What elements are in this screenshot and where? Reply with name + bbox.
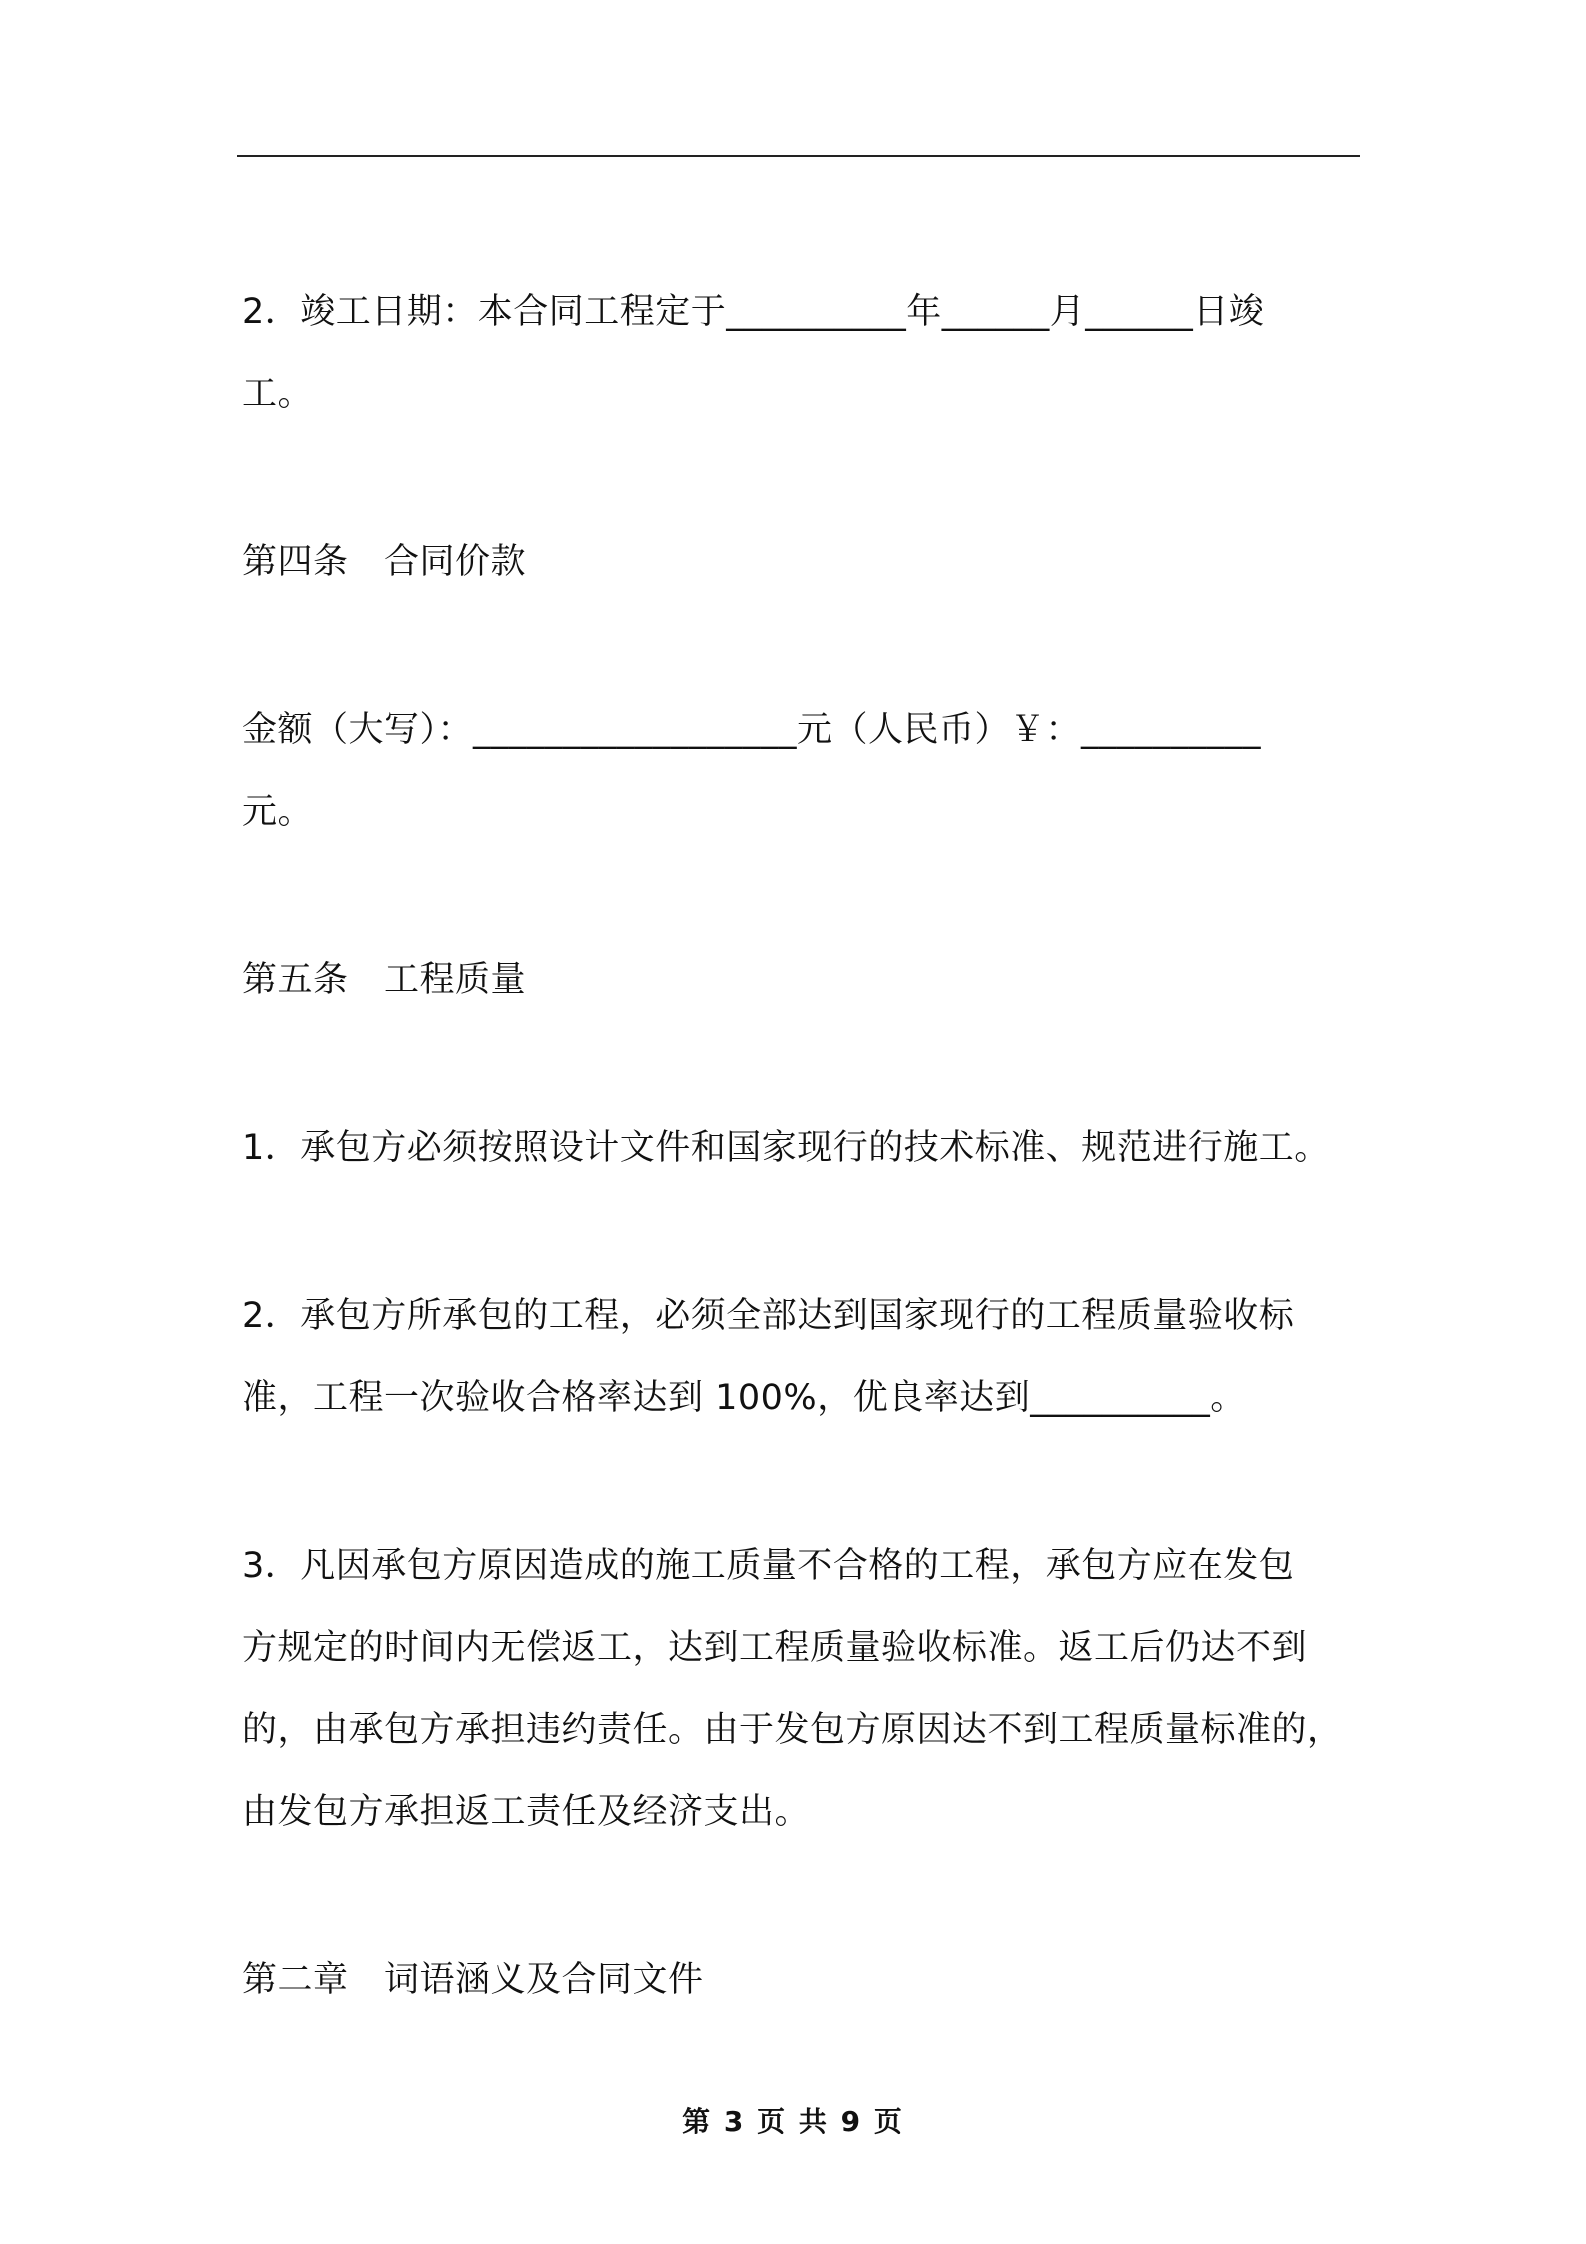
contract-price-line-2: 元。 <box>242 792 314 832</box>
quality-clause-1: 1．承包方必须按照设计文件和国家现行的技术标准、规范进行施工。 <box>242 1128 1330 1168</box>
page-number: 第 3 页 共 9 页 <box>682 2105 904 2138</box>
quality-clause-3-line-4: 由发包方承担返工责任及经济支出。 <box>242 1792 811 1832</box>
article-4-heading: 第四条 合同价款 <box>242 542 527 582</box>
quality-clause-2-line-1: 2．承包方所承包的工程，必须全部达到国家现行的工程质量验收标 <box>242 1296 1295 1336</box>
article-5-heading: 第五条 工程质量 <box>242 960 527 1000</box>
quality-clause-3-line-1: 3．凡因承包方原因造成的施工质量不合格的工程，承包方应在发包 <box>242 1546 1295 1586</box>
completion-date-line-2: 工。 <box>242 374 314 414</box>
header-rule <box>237 155 1360 157</box>
chapter-2-heading: 第二章 词语涵义及合同文件 <box>242 1960 704 2000</box>
completion-date-line-1: 2．竣工日期：本合同工程定于__________年______月______日竣 <box>242 292 1265 332</box>
quality-clause-3-line-2: 方规定的时间内无偿返工，达到工程质量验收标准。返工后仍达不到 <box>242 1628 1308 1668</box>
contract-price-line-1: 金额（大写）：__________________元（人民币）￥：__________ <box>242 710 1262 750</box>
quality-clause-3-line-3: 的，由承包方承担违约责任。由于发包方原因达不到工程质量标准的， <box>242 1710 1343 1750</box>
quality-clause-2-line-2: 准，工程一次验收合格率达到 100%，优良率达到__________。 <box>242 1378 1246 1418</box>
